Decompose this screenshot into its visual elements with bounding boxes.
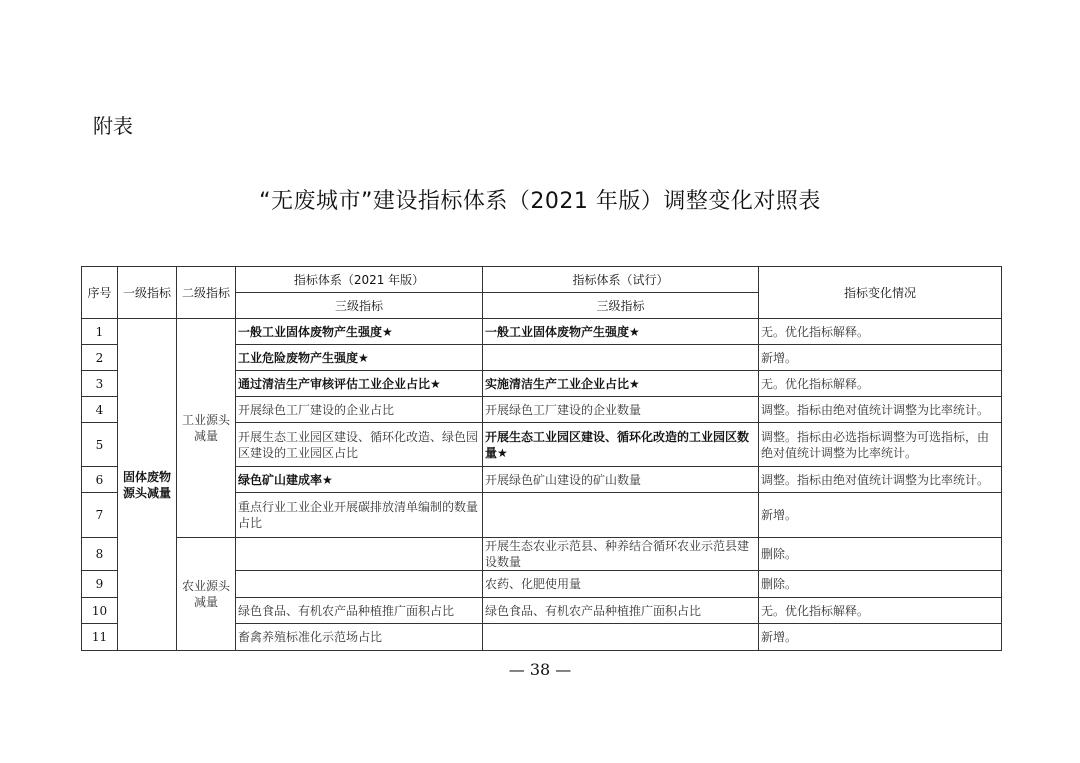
change-cell: 新增。 <box>759 624 1002 651</box>
header-level3-trial: 三级指标 <box>483 293 759 319</box>
change-cell: 调整。指标由绝对值统计调整为比率统计。 <box>759 397 1002 423</box>
level3-trial-cell <box>483 345 759 371</box>
level3-trial-cell <box>483 624 759 651</box>
seq-cell: 2 <box>82 345 118 371</box>
header-seq: 序号 <box>82 267 118 319</box>
seq-cell: 11 <box>82 624 118 651</box>
seq-cell: 10 <box>82 598 118 624</box>
level3-2021-cell: 绿色矿山建成率★ <box>236 467 483 493</box>
level3-trial-cell: 实施清洁生产工业企业占比★ <box>483 371 759 397</box>
seq-cell: 3 <box>82 371 118 397</box>
change-cell: 调整。指标由必选指标调整为可选指标，由绝对值统计调整为比率统计。 <box>759 423 1002 467</box>
seq-cell: 6 <box>82 467 118 493</box>
level2-cell-agricultural: 农业源头减量 <box>177 538 236 651</box>
level2-cell-industrial: 工业源头减量 <box>177 319 236 538</box>
level3-trial-cell: 农药、化肥使用量 <box>483 571 759 598</box>
page-number: — 38 — <box>508 660 572 679</box>
level3-trial-cell: 开展生态工业园区建设、循环化改造的工业园区数量★ <box>483 423 759 467</box>
header-level1: 一级指标 <box>118 267 177 319</box>
table-row <box>82 319 1002 345</box>
level3-2021-cell: 开展生态工业园区建设、循环化改造、绿色园区建设的工业园区占比 <box>236 423 483 467</box>
table-row <box>82 538 1002 571</box>
appendix-label: 附表 <box>93 114 133 138</box>
change-cell: 删除。 <box>759 571 1002 598</box>
change-cell: 无。优化指标解释。 <box>759 371 1002 397</box>
header-change: 指标变化情况 <box>759 267 1002 319</box>
level1-cell: 固体废物源头减量 <box>118 319 177 651</box>
seq-cell: 4 <box>82 397 118 423</box>
change-cell: 删除。 <box>759 538 1002 571</box>
header-level3-2021: 三级指标 <box>236 293 483 319</box>
change-cell: 调整。指标由绝对值统计调整为比率统计。 <box>759 467 1002 493</box>
change-cell: 新增。 <box>759 345 1002 371</box>
level3-trial-cell: 开展绿色矿山建设的矿山数量 <box>483 467 759 493</box>
header-system-2021: 指标体系（2021 年版） <box>236 267 483 293</box>
level3-trial-cell: 开展生态农业示范县、种养结合循环农业示范县建设数量 <box>483 538 759 571</box>
level3-2021-cell: 畜禽养殖标准化示范场占比 <box>236 624 483 651</box>
level3-trial-cell <box>483 493 759 538</box>
change-cell: 无。优化指标解释。 <box>759 598 1002 624</box>
level3-2021-cell: 开展绿色工厂建设的企业占比 <box>236 397 483 423</box>
level3-2021-cell: 一般工业固体废物产生强度★ <box>236 319 483 345</box>
header-level2: 二级指标 <box>177 267 236 319</box>
level3-trial-cell: 一般工业固体废物产生强度★ <box>483 319 759 345</box>
seq-cell: 9 <box>82 571 118 598</box>
level3-trial-cell: 绿色食品、有机农产品种植推广面积占比 <box>483 598 759 624</box>
seq-cell: 5 <box>82 423 118 467</box>
level3-2021-cell: 重点行业工业企业开展碳排放清单编制的数量占比 <box>236 493 483 538</box>
level3-2021-cell: 绿色食品、有机农产品种植推广面积占比 <box>236 598 483 624</box>
level3-2021-cell <box>236 571 483 598</box>
seq-cell: 1 <box>82 319 118 345</box>
seq-cell: 7 <box>82 493 118 538</box>
comparison-table <box>81 266 1002 651</box>
header-system-trial: 指标体系（试行） <box>483 267 759 293</box>
level3-2021-cell: 通过清洁生产审核评估工业企业占比★ <box>236 371 483 397</box>
change-cell: 新增。 <box>759 493 1002 538</box>
level3-2021-cell: 工业危险废物产生强度★ <box>236 345 483 371</box>
change-cell: 无。优化指标解释。 <box>759 319 1002 345</box>
seq-cell: 8 <box>82 538 118 571</box>
document-title: “无废城市”建设指标体系（2021 年版）调整变化对照表 <box>259 189 821 214</box>
level3-trial-cell: 开展绿色工厂建设的企业数量 <box>483 397 759 423</box>
level3-2021-cell <box>236 538 483 571</box>
